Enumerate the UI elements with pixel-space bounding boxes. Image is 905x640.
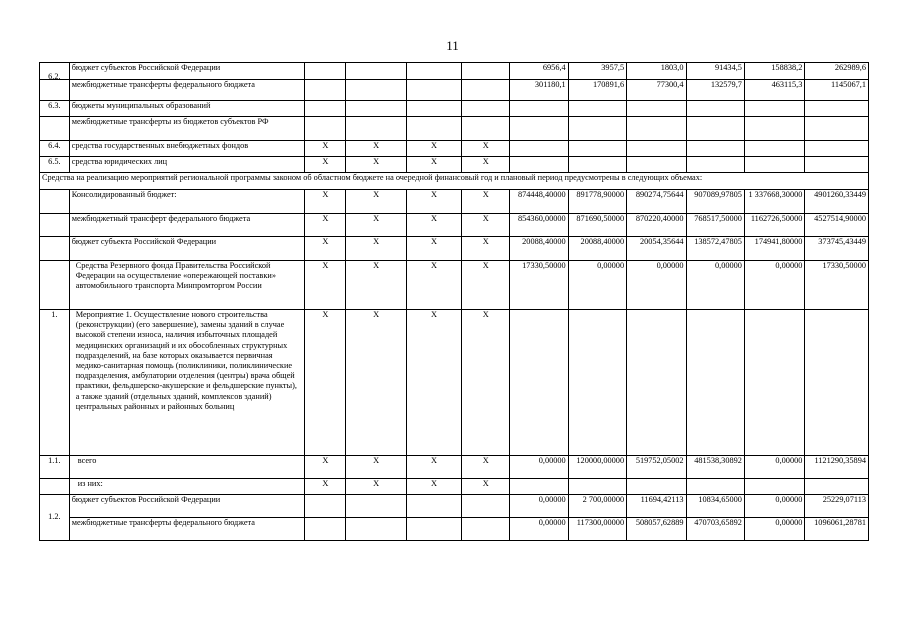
x-mark: X bbox=[462, 456, 510, 479]
cell-value: 0,00000 bbox=[510, 518, 568, 541]
cell-value: 0,00000 bbox=[744, 518, 804, 541]
cell-value: 138572,47805 bbox=[686, 237, 744, 261]
x-mark: X bbox=[406, 190, 461, 214]
x-mark: X bbox=[462, 261, 510, 310]
table-row bbox=[40, 456, 869, 479]
cell-value: 0,00000 bbox=[568, 261, 626, 310]
funding-banner: Средства на реализацию мероприятий региональной программы законом об областном бюджете на очередной финансовый год и плановый период предусмотрены в следующих объемах: bbox=[40, 173, 869, 190]
x-mark: X bbox=[346, 261, 406, 310]
x-mark: X bbox=[346, 310, 406, 456]
cell-value: 170891,6 bbox=[568, 80, 626, 101]
cell-value: 481538,30892 bbox=[686, 456, 744, 479]
cell-value: 890274,75644 bbox=[627, 190, 686, 214]
cell-value: 262989,6 bbox=[805, 63, 869, 80]
x-mark: X bbox=[305, 157, 346, 173]
x-mark: X bbox=[406, 157, 461, 173]
row-label: межбюджетный трансферт федерального бюджета bbox=[69, 214, 305, 237]
cell-value: 0,00000 bbox=[744, 456, 804, 479]
cell-value: 373745,43449 bbox=[805, 237, 869, 261]
cell-value: 1162726,50000 bbox=[744, 214, 804, 237]
row-label: Консолидированный бюджет: bbox=[69, 190, 305, 214]
row-number: 1.2. bbox=[40, 495, 70, 541]
table-row bbox=[40, 479, 869, 495]
x-mark: X bbox=[305, 310, 346, 456]
cell-value: 1 337668,30000 bbox=[744, 190, 804, 214]
row-label: бюджет субъекта Российской Федерации bbox=[69, 237, 305, 261]
row-label: бюджет субъектов Российской Федерации bbox=[69, 495, 305, 518]
table-row bbox=[40, 518, 869, 541]
cell-value: 132579,7 bbox=[686, 80, 744, 101]
x-mark: X bbox=[346, 237, 406, 261]
cell-value: 17330,50000 bbox=[805, 261, 869, 310]
row-number: 6.5. bbox=[40, 157, 70, 173]
x-mark: X bbox=[346, 157, 406, 173]
cell-value: 854360,00000 bbox=[510, 214, 568, 237]
row-number: 6.3. bbox=[40, 101, 70, 117]
x-mark: X bbox=[305, 141, 346, 157]
page-number: 11 bbox=[446, 38, 459, 53]
cell-value: 3957,5 bbox=[568, 63, 626, 80]
x-mark: X bbox=[346, 141, 406, 157]
cell-value: 158838,2 bbox=[744, 63, 804, 80]
table-row bbox=[40, 495, 869, 518]
cell-value: 25229,07113 bbox=[805, 495, 869, 518]
cell-value: 0,00000 bbox=[627, 261, 686, 310]
table-row bbox=[40, 261, 869, 310]
row-label: межбюджетные трансферты федерального бюджета bbox=[69, 518, 305, 541]
x-mark: X bbox=[305, 237, 346, 261]
x-mark: X bbox=[305, 214, 346, 237]
table-row bbox=[40, 141, 869, 157]
x-mark: X bbox=[346, 479, 406, 495]
x-mark: X bbox=[406, 141, 461, 157]
cell-value: 0,00000 bbox=[744, 261, 804, 310]
cell-value: 0,00000 bbox=[686, 261, 744, 310]
row-label: средства юридических лиц bbox=[69, 157, 305, 173]
cell-value: 10834,65000 bbox=[686, 495, 744, 518]
row-label: средства государственных внебюджетных фондов bbox=[69, 141, 305, 157]
row-number: 1.1. bbox=[40, 456, 70, 479]
cell-value: 2 700,00000 bbox=[568, 495, 626, 518]
x-mark: X bbox=[406, 479, 461, 495]
cell-value: 6956,4 bbox=[510, 63, 568, 80]
cell-value: 11694,42113 bbox=[627, 495, 686, 518]
x-mark: X bbox=[305, 190, 346, 214]
row-number: 1. bbox=[40, 310, 70, 456]
cell-value: 0,00000 bbox=[510, 456, 568, 479]
row-label: бюджет субъектов Российской Федерации bbox=[69, 63, 305, 80]
cell-value: 470703,65892 bbox=[686, 518, 744, 541]
cell-value: 1096061,28781 bbox=[805, 518, 869, 541]
row-label: Средства Резервного фонда Правительства Российской Федерации на осуществление «опережающей поставки» автомобильного транспорта Минпромторгом России bbox=[69, 261, 305, 310]
cell-value: 1121290,35894 bbox=[805, 456, 869, 479]
row-label: всего bbox=[69, 456, 305, 479]
cell-value: 4527514,90000 bbox=[805, 214, 869, 237]
table-row bbox=[40, 117, 869, 141]
table-row bbox=[40, 237, 869, 261]
x-mark: X bbox=[406, 261, 461, 310]
cell-value: 4901260,33449 bbox=[805, 190, 869, 214]
cell-value: 871690,50000 bbox=[568, 214, 626, 237]
x-mark: X bbox=[406, 456, 461, 479]
table-row bbox=[40, 63, 869, 80]
row-number: 6.2. bbox=[40, 72, 70, 93]
row-label: бюджеты муниципальных образований bbox=[69, 101, 305, 117]
cell-value: 77300,4 bbox=[627, 80, 686, 101]
x-mark: X bbox=[462, 141, 510, 157]
budget-table bbox=[39, 62, 869, 541]
table-row bbox=[40, 173, 869, 190]
cell-value: 117300,00000 bbox=[568, 518, 626, 541]
cell-value: 874448,40000 bbox=[510, 190, 568, 214]
cell-value: 0,00000 bbox=[510, 495, 568, 518]
x-mark: X bbox=[305, 479, 346, 495]
table-row bbox=[40, 157, 869, 173]
cell-value: 174941,80000 bbox=[744, 237, 804, 261]
table-row bbox=[40, 101, 869, 117]
x-mark: X bbox=[462, 479, 510, 495]
row-number: 6.4. bbox=[40, 141, 70, 157]
x-mark: X bbox=[406, 237, 461, 261]
x-mark: X bbox=[462, 310, 510, 456]
cell-value: 0,00000 bbox=[744, 495, 804, 518]
cell-value: 768517,50000 bbox=[686, 214, 744, 237]
row-label: межбюджетные трансферты из бюджетов субъектов РФ bbox=[69, 117, 305, 141]
table-row bbox=[40, 80, 869, 101]
cell-value: 519752,05002 bbox=[627, 456, 686, 479]
table-row bbox=[40, 214, 869, 237]
cell-value: 17330,50000 bbox=[510, 261, 568, 310]
cell-value: 891778,90000 bbox=[568, 190, 626, 214]
cell-value: 907089,97805 bbox=[686, 190, 744, 214]
x-mark: X bbox=[462, 237, 510, 261]
cell-value: 301180,1 bbox=[510, 80, 568, 101]
cell-value: 20088,40000 bbox=[568, 237, 626, 261]
x-mark: X bbox=[462, 214, 510, 237]
row-label: Мероприятие 1. Осуществление нового строительства (реконструкции) (его завершение), замены зданий в случае высокой степени износа, наличия избыточных площадей медицинских организаций и их обособленных структурных подразделений, на базе которых оказывается первичная медико-санитарная помощь (поликлиники, поликлинические подразделения, амбулатории отделения (центры) врача общей практики, фельдшерско-акушерские и фельдшерские пункты), а также зданий (отдельных зданий, комплексов зданий) центральных районных и районных больниц bbox=[69, 310, 305, 456]
cell-value: 20054,35644 bbox=[627, 237, 686, 261]
x-mark: X bbox=[406, 214, 461, 237]
cell-value: 1145067,1 bbox=[805, 80, 869, 101]
x-mark: X bbox=[462, 190, 510, 214]
x-mark: X bbox=[305, 456, 346, 479]
row-label: из них: bbox=[69, 479, 305, 495]
cell-value: 20088,40000 bbox=[510, 237, 568, 261]
x-mark: X bbox=[462, 157, 510, 173]
x-mark: X bbox=[406, 310, 461, 456]
cell-value: 508057,62889 bbox=[627, 518, 686, 541]
cell-value: 870220,40000 bbox=[627, 214, 686, 237]
table-row bbox=[40, 310, 869, 456]
x-mark: X bbox=[305, 261, 346, 310]
x-mark: X bbox=[346, 214, 406, 237]
cell-value: 1803,0 bbox=[627, 63, 686, 80]
row-label: межбюджетные трансферты федерального бюджета bbox=[69, 80, 305, 101]
x-mark: X bbox=[346, 456, 406, 479]
cell-value: 120000,00000 bbox=[568, 456, 626, 479]
cell-value: 91434,5 bbox=[686, 63, 744, 80]
table-row bbox=[40, 190, 869, 214]
cell-value: 463115,3 bbox=[744, 80, 804, 101]
x-mark: X bbox=[346, 190, 406, 214]
